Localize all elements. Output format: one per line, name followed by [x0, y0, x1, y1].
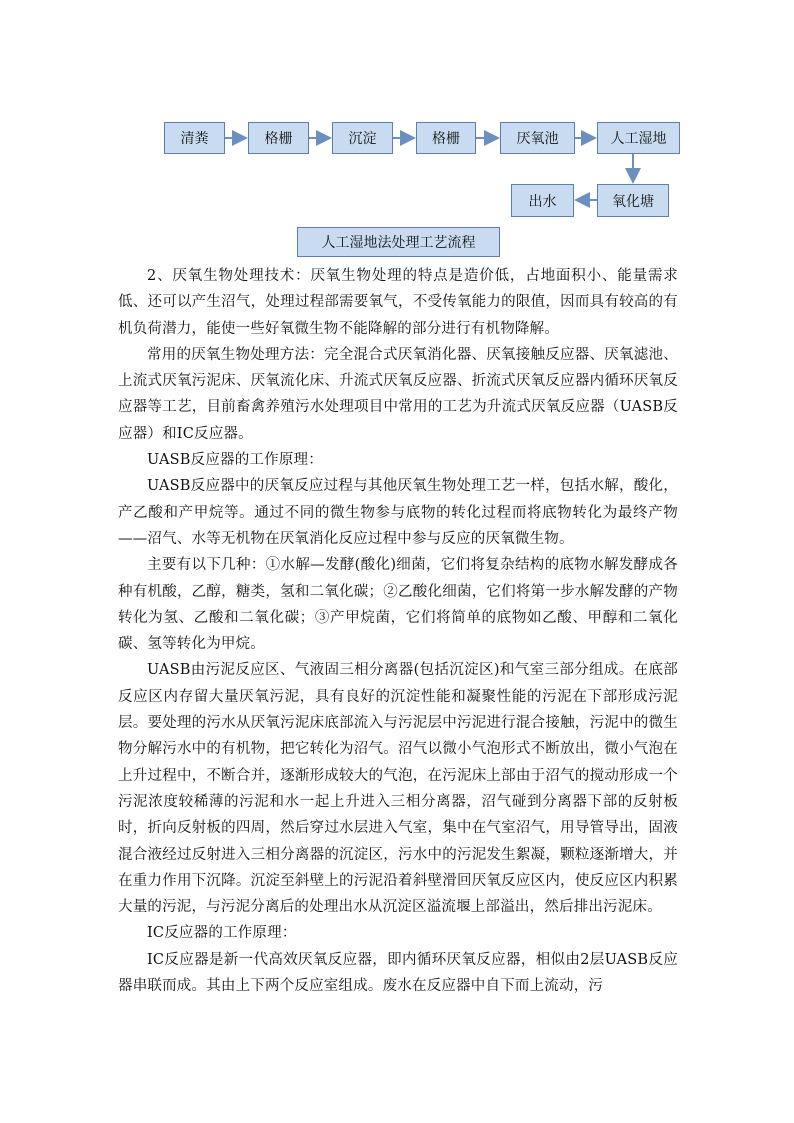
paragraph-anaerobic-tech: 2、厌氧生物处理技术：厌氧生物处理的特点是造价低，占地面积小、能量需求低、还可以产生沼气，处理过程部需要氧气，不受传氧能力的限值，因而具有较高的有机负荷潜力，能使一些好氧微生物不能降解的部分进行有机物降解。	[118, 268, 678, 337]
heading-ic-principle: IC反应器的工作原理：	[147, 925, 297, 942]
paragraph-ic-reactor: IC反应器是新一代高效厌氧反应器，即内循环厌氧反应器，相似由2层UASB反应器串联而成。其由上下两个反应室组成。废水在反应器中自下而上流动，污	[118, 951, 678, 995]
flow-node-chendian: 沉淀	[332, 122, 393, 154]
heading-uasb-principle: UASB反应器的工作原理：	[147, 452, 323, 469]
flow-node-yanghuatang: 氧化塘	[597, 184, 669, 217]
flowchart-caption: 人工湿地法处理工艺流程	[297, 227, 500, 257]
flow-node-rengongshidi: 人工湿地	[597, 122, 680, 154]
paragraph-uasb-structure: UASB由污泥反应区、气液固三相分离器(包括沉淀区)和气室三部分组成。在底部反应区内存留大量厌氧污泥，具有良好的沉淀性能和凝聚性能的污泥在下部形成污泥层。要处理的污水从厌氧污泥床底部流入与污泥层中污泥进行混合接触，污泥中的微生物分解污水中的有机物，把它转化为沼气。沼气以微小气泡形式不断放出，微小气泡在上升过程中，不断合并，逐渐形成较大的气泡，在污泥床上部由于沼气的搅动形成一个污泥浓度较稀薄的污泥和水一起上升进入三相分离器，沼气碰到分离器下部的反射板时，折向反射板的四周，然后穿过水层进入气室，集中在气室沼气，用导管导出，固液混合液经过反射进入三相分离器的沉淀区，污水中的污泥发生絮凝，颗粒逐渐增大，并在重力作用下沉降。沉淀至斜壁上的污泥沿着斜壁滑回厌氧反应区内，使反应区内积累大量的污泥，与污泥分离后的处理出水从沉淀区溢流堰上部溢出，然后排出污泥床。	[118, 662, 678, 916]
flow-node-qingfen: 清粪	[164, 122, 225, 154]
flow-node-chushui: 出水	[511, 184, 574, 217]
flow-node-gezha-1: 格栅	[248, 122, 309, 154]
body-text	[118, 263, 678, 999]
paragraph-bacteria-types: 主要有以下几种：①水解—发酵(酸化)细菌，它们将复杂结构的底物水解发酵成各种有机酸，乙醇，糖类，氢和二氧化碳；②乙酸化细菌，它们将第一步水解发酵的产物转化为氢、乙酸和二氧化碳；③产甲烷菌，它们将简单的底物如乙酸、甲醇和二氧化碳、氢等转化为甲烷。	[118, 557, 678, 653]
flow-node-yanyangchi: 厌氧池	[500, 122, 575, 154]
paragraph-uasb-process: UASB反应器中的厌氧反应过程与其他厌氧生物处理工艺一样，包括水解，酸化，产乙酸和产甲烷等。通过不同的微生物参与底物的转化过程而将底物转化为最终产物——沼气、水等无机物在厌氧消化反应过程中参与反应的厌氧微生物。	[118, 478, 678, 547]
flow-node-gezha-2: 格栅	[416, 122, 476, 154]
paragraph-common-methods: 常用的厌氧生物处理方法：完全混合式厌氧消化器、厌氧接触反应器、厌氧滤池、上流式厌氧污泥床、厌氧流化床、升流式厌氧反应器、折流式厌氧反应器内循环厌氧反应器等工艺，目前畜禽养殖污水处理项目中常用的工艺为升流式厌氧反应器（UASB反应器）和IC反应器。	[118, 346, 678, 442]
